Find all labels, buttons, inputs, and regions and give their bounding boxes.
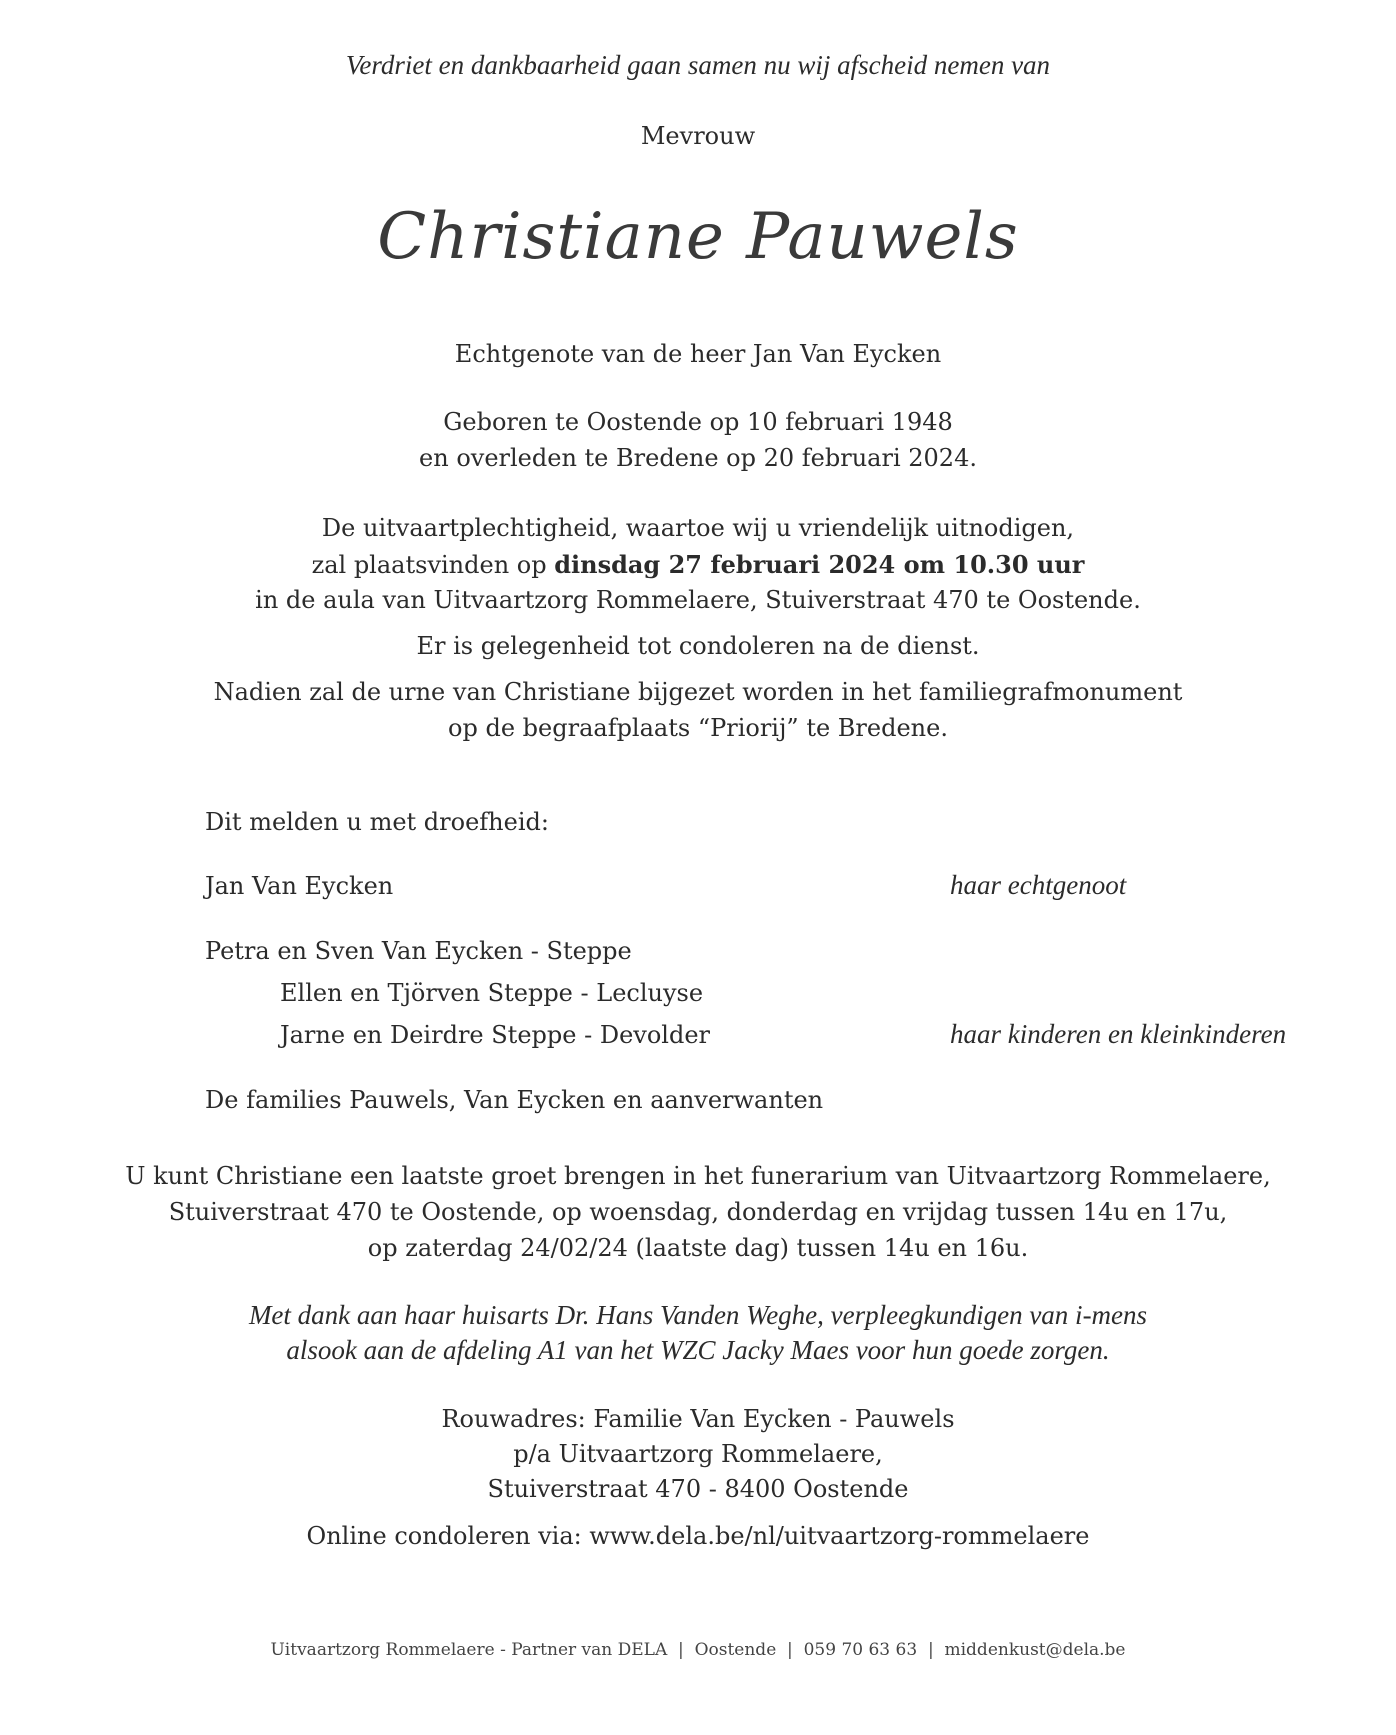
family-spouse-relation: haar echtgenoot [950, 870, 1127, 900]
family-grandchild-1: Ellen en Tjörven Steppe - Lecluyse [280, 979, 704, 1007]
announce-header: Dit melden u met droefheid: [205, 808, 549, 836]
urn-line-2: op de begraafplaats “Priorij” te Bredene. [448, 714, 948, 742]
deceased-name: Christiane Pauwels [377, 200, 1019, 274]
family-children-relation: haar kinderen en kleinkinderen [950, 1019, 1287, 1049]
visit-line-3: op zaterdag 24/02/24 (laatste dag) tussen 14u en 16u. [367, 1234, 1029, 1262]
title-prefix: Mevrouw [640, 122, 756, 150]
thanks-line-2: alsook aan de afdeling A1 van het WZC Jacky Maes voor hun goede zorgen. [286, 1335, 1110, 1365]
footer-contact: Uitvaartzorg Rommelaere - Partner van DELA | Oostende | 059 70 63 63 | middenkust@dela.be [270, 1640, 1126, 1660]
thanks-line-1: Met dank aan haar huisarts Dr. Hans Vanden Weghe, verpleegkundigen van i-mens [248, 1300, 1148, 1330]
family-extended: De families Pauwels, Van Eycken en aanverwanten [205, 1086, 824, 1114]
visit-line-2: Stuiverstraat 470 te Oostende, op woensdag, donderdag en vrijdag tussen 14u en 17u, [168, 1198, 1228, 1226]
family-spouse-name: Jan Van Eycken [205, 872, 394, 900]
spouse-line: Echtgenote van de heer Jan Van Eycken [454, 340, 942, 368]
intro-text: Verdriet en dankbaarheid gaan samen nu wij afscheid nemen van [345, 50, 1051, 80]
online-condolence-link[interactable]: Online condoleren via: www.dela.be/nl/uitvaartzorg-rommelaere [306, 1522, 1090, 1550]
ceremony-line-2 [0, 550, 1396, 579]
visit-line-1: U kunt Christiane een laatste groet brengen in het funerarium van Uitvaartzorg Rommelaere, [125, 1162, 1271, 1190]
family-grandchild-2: Jarne en Deirdre Steppe - Devolder [280, 1021, 710, 1049]
address-line-1: Rouwadres: Familie Van Eycken - Pauwels [441, 1405, 955, 1433]
ceremony-line-1: De uitvaartplechtigheid, waartoe wij u vriendelijk uitnodigen, [321, 514, 1075, 542]
ceremony-datetime: dinsdag 27 februari 2024 om 10.30 uur [554, 550, 1085, 579]
family-child-1: Petra en Sven Van Eycken - Steppe [205, 937, 632, 965]
urn-line-1: Nadien zal de urne van Christiane bijgezet worden in het familiegrafmonument [213, 678, 1183, 706]
ceremony-line-3: in de aula van Uitvaartzorg Rommelaere, Stuiverstraat 470 te Oostende. [255, 586, 1141, 614]
address-line-2: p/a Uitvaartzorg Rommelaere, [513, 1440, 883, 1468]
address-line-3: Stuiverstraat 470 - 8400 Oostende [487, 1475, 909, 1503]
death-line: en overleden te Bredene op 20 februari 2024. [419, 444, 977, 472]
ceremony-line-2-prefix: zal plaatsvinden op [311, 551, 555, 579]
birth-line: Geboren te Oostende op 10 februari 1948 [443, 408, 953, 436]
condolence-note: Er is gelegenheid tot condoleren na de dienst. [416, 632, 980, 660]
